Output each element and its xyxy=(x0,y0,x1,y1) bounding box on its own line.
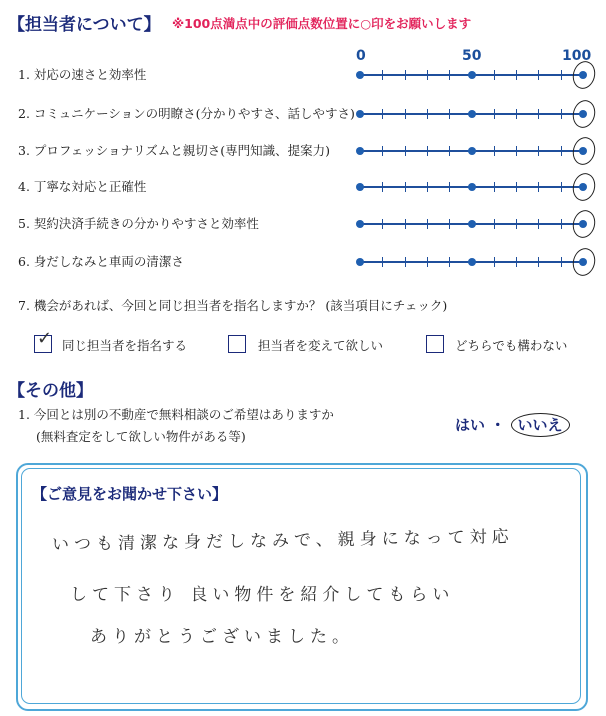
scale-tick xyxy=(538,219,539,229)
scale-dot xyxy=(468,220,476,228)
score-circle-mark xyxy=(570,208,598,241)
no-option-circled[interactable]: いいえ xyxy=(511,413,570,437)
scale-dot xyxy=(468,147,476,155)
scale-dot xyxy=(356,183,364,191)
option-label: 担当者を変えて欲しい xyxy=(258,338,384,353)
scale-tick xyxy=(405,146,406,156)
checkbox-either[interactable] xyxy=(426,335,444,353)
scale-tick xyxy=(538,146,539,156)
rating-scale[interactable] xyxy=(360,223,583,225)
scale-label-50: 50 xyxy=(462,48,482,64)
rating-scale[interactable] xyxy=(360,74,583,76)
rating-scale[interactable] xyxy=(360,186,583,188)
scale-tick xyxy=(405,257,406,267)
comment-line: ありがとうございました。 xyxy=(90,627,354,647)
scale-tick xyxy=(494,219,495,229)
scale-tick xyxy=(449,257,450,267)
scale-tick xyxy=(516,146,517,156)
scale-tick xyxy=(516,70,517,80)
scale-tick xyxy=(427,109,428,119)
checkmark-icon: ✓ xyxy=(37,328,53,349)
scale-tick xyxy=(494,146,495,156)
rating-scale[interactable] xyxy=(360,113,583,115)
rating-item-label: 6. 身だしなみと車両の清潔さ xyxy=(18,254,184,269)
score-circle-mark xyxy=(570,171,598,204)
scale-tick xyxy=(494,257,495,267)
yes-option[interactable]: はい xyxy=(455,416,486,434)
separator: ・ xyxy=(490,416,506,434)
scale-tick xyxy=(427,219,428,229)
scale-tick xyxy=(382,182,383,192)
rating-scale[interactable] xyxy=(360,150,583,152)
scale-tick xyxy=(427,70,428,80)
scale-tick xyxy=(561,182,562,192)
scale-dot xyxy=(468,71,476,79)
scale-tick xyxy=(494,109,495,119)
scale-tick xyxy=(538,257,539,267)
score-circle-mark xyxy=(570,135,598,168)
scale-tick xyxy=(516,257,517,267)
scale-tick xyxy=(449,182,450,192)
scale-tick xyxy=(427,182,428,192)
scale-tick xyxy=(561,146,562,156)
scale-tick xyxy=(561,109,562,119)
scale-tick xyxy=(382,257,383,267)
rating-item-label: 3. プロフェッショナリズムと親切さ(専門知識、提案力) xyxy=(18,143,331,158)
scale-tick xyxy=(449,146,450,156)
checkbox-change-staff[interactable] xyxy=(228,335,246,353)
scale-tick xyxy=(449,70,450,80)
option-label: 同じ担当者を指名する xyxy=(62,338,188,353)
scale-tick xyxy=(449,219,450,229)
scale-tick xyxy=(405,219,406,229)
section-title-staff: 【担当者について】 xyxy=(8,15,161,35)
scale-label-100: 100 xyxy=(562,48,592,64)
question-7: 7. 機会があれば、今回と同じ担当者を指名しますか？ (該当項目にチェック) xyxy=(18,298,448,313)
checkbox-same-staff[interactable] xyxy=(34,328,53,353)
comment-title: 【ご意見をお聞かせ下さい】 xyxy=(32,485,228,503)
score-circle-mark xyxy=(570,98,598,131)
comment-line: して下さり 良い物件を紹介してもらい xyxy=(70,585,455,605)
scale-dot xyxy=(468,183,476,191)
rating-scale[interactable] xyxy=(360,261,583,263)
scale-tick xyxy=(516,182,517,192)
scale-tick xyxy=(405,182,406,192)
scale-tick xyxy=(382,219,383,229)
scale-tick xyxy=(494,182,495,192)
yes-no-choice xyxy=(455,414,570,435)
scale-tick xyxy=(561,257,562,267)
scale-dot xyxy=(356,258,364,266)
scale-tick xyxy=(427,146,428,156)
scale-dot xyxy=(356,110,364,118)
scale-dot xyxy=(468,110,476,118)
scale-dot xyxy=(356,147,364,155)
scale-tick xyxy=(516,109,517,119)
scale-dot xyxy=(356,71,364,79)
scale-tick xyxy=(561,70,562,80)
rating-item-label: 5. 契約決済手続きの分かりやすさと効率性 xyxy=(18,216,259,231)
scale-tick xyxy=(494,70,495,80)
scale-tick xyxy=(538,109,539,119)
comment-line: いつも清潔な身だしなみで、親身になって対応 xyxy=(51,526,514,556)
scale-tick xyxy=(405,70,406,80)
scale-tick xyxy=(405,109,406,119)
scale-tick xyxy=(538,70,539,80)
scale-tick xyxy=(382,70,383,80)
rating-item-label: 4. 丁寧な対応と正確性 xyxy=(18,179,147,194)
scale-tick xyxy=(516,219,517,229)
scale-tick xyxy=(382,109,383,119)
rating-item-label: 1. 対応の速さと効率性 xyxy=(18,67,147,82)
option-label: どちらでも構わない xyxy=(455,338,568,353)
scale-tick xyxy=(561,219,562,229)
rating-item-label: 2. コミュニケーションの明瞭さ(分かりやすさ、話しやすさ) xyxy=(18,106,355,121)
scale-dot xyxy=(468,258,476,266)
scale-tick xyxy=(538,182,539,192)
scale-dot xyxy=(356,220,364,228)
other-question-line2: (無料査定をして欲しい物件がある等) xyxy=(36,429,246,444)
scale-tick xyxy=(449,109,450,119)
scale-label-0: 0 xyxy=(356,48,366,64)
instruction-note: ※100点満点中の評価点数位置に○印をお願いします xyxy=(172,16,472,31)
section-title-other: 【その他】 xyxy=(8,381,93,401)
score-circle-mark xyxy=(570,246,598,279)
scale-tick xyxy=(382,146,383,156)
other-question-line1: 1. 今回とは別の不動産で無料相談のご希望はありますか xyxy=(18,407,334,422)
scale-tick xyxy=(427,257,428,267)
